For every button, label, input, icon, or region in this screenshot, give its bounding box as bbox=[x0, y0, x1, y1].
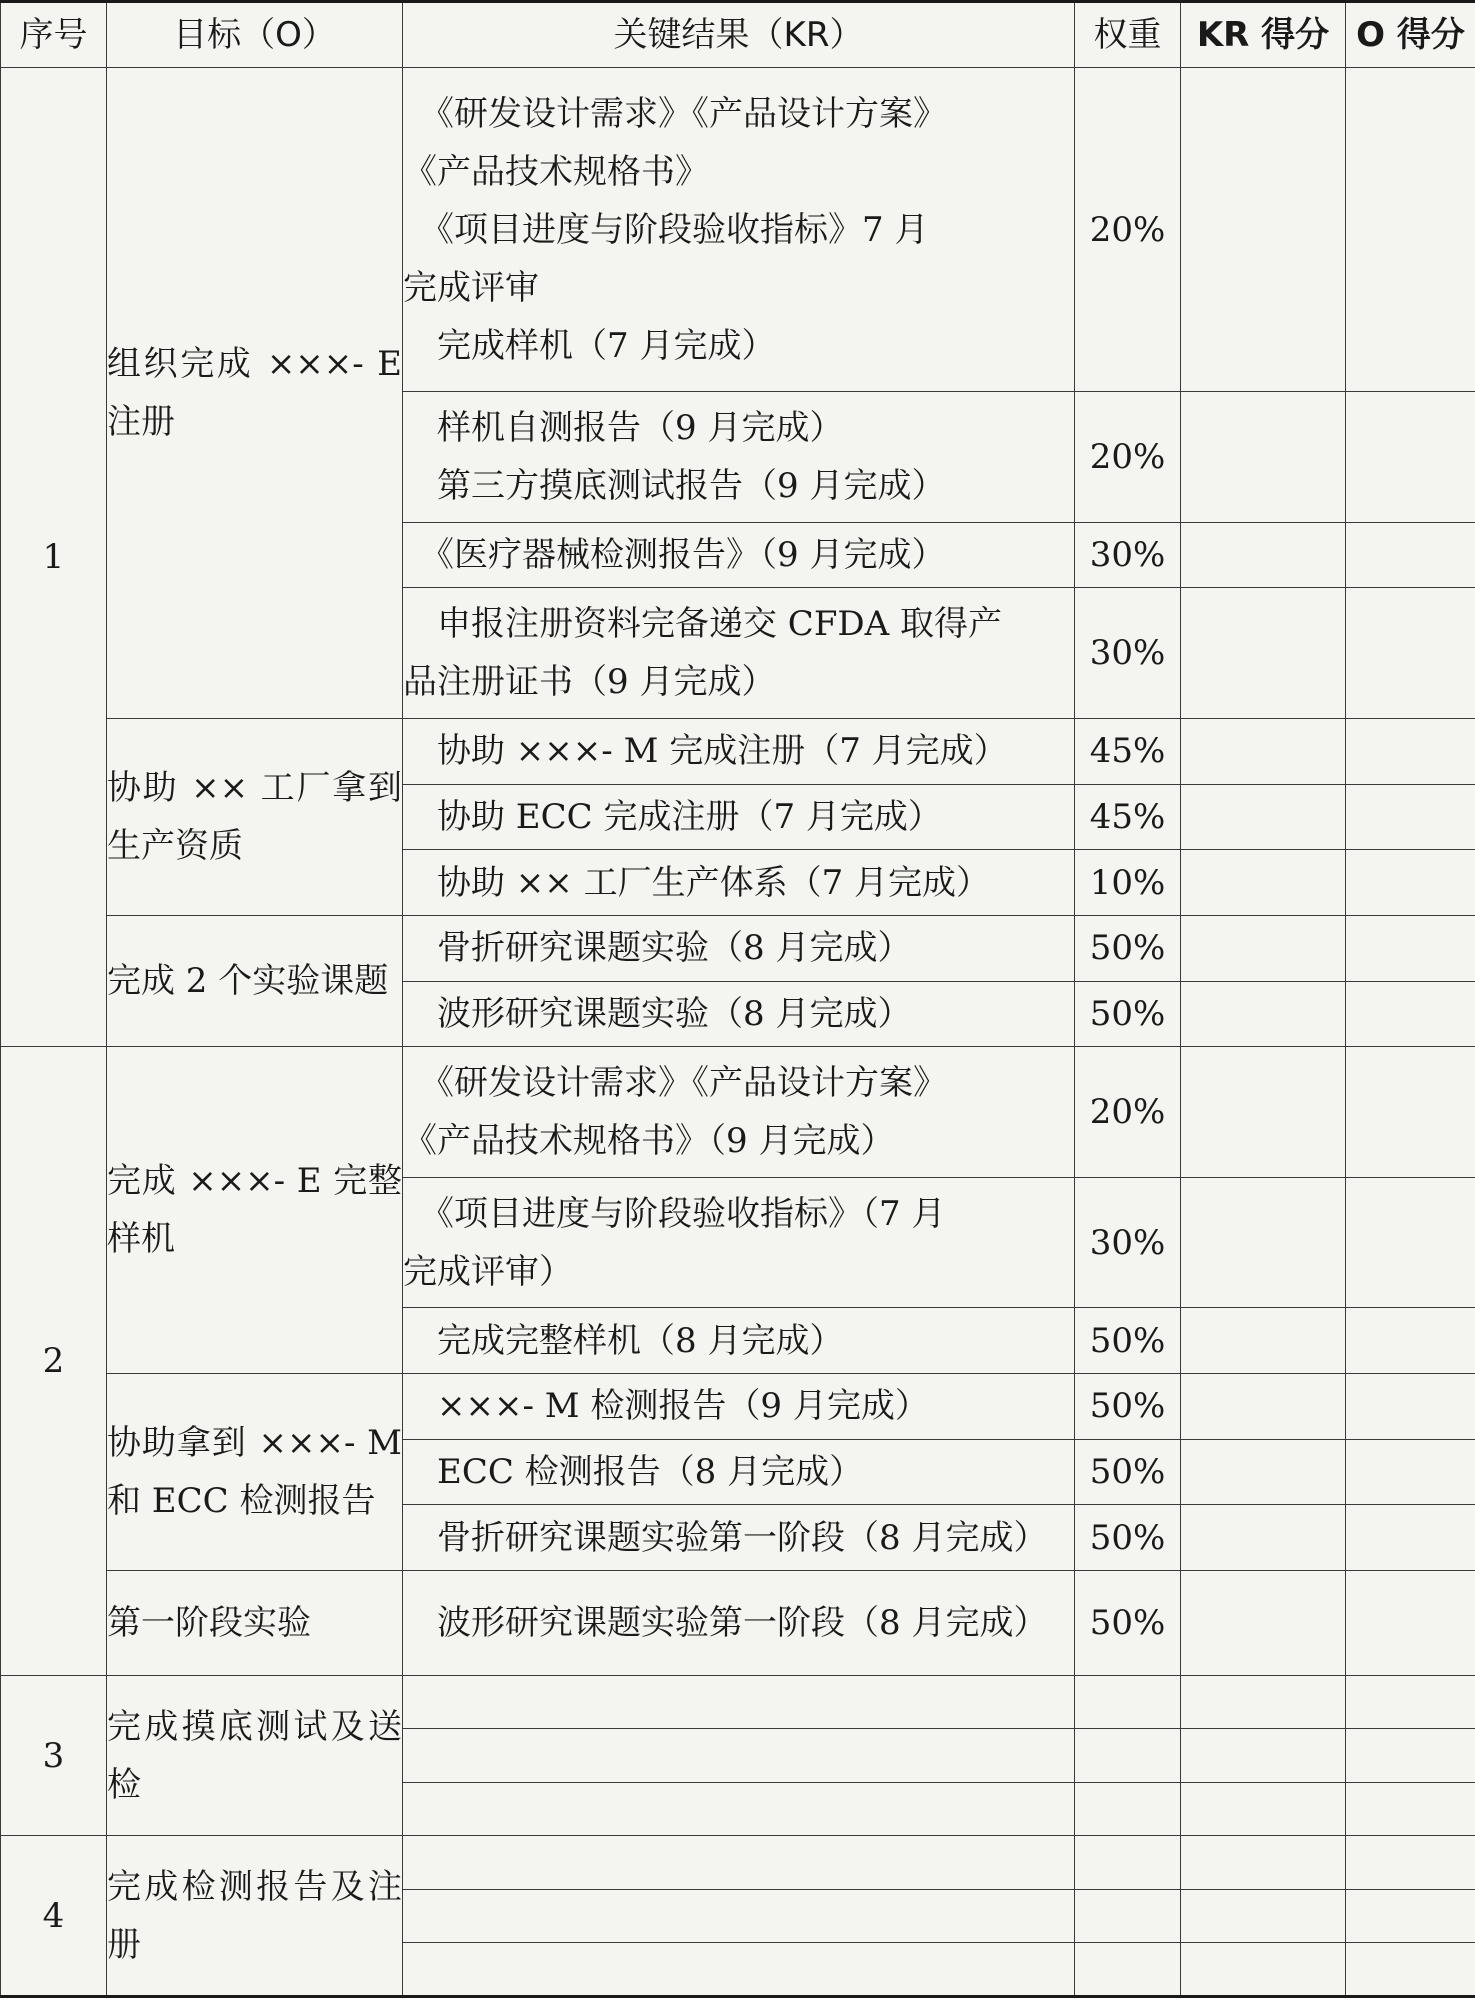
table-row bbox=[1, 1047, 1475, 1177]
key-result-cell bbox=[403, 68, 1075, 392]
key-result-line: 《项目进度与阶段验收指标》（7 月 bbox=[403, 1193, 946, 1234]
key-result-cell bbox=[403, 1943, 1075, 1997]
kr-score-cell bbox=[1181, 1373, 1346, 1439]
header-key-results: 关键结果（KR） bbox=[403, 2, 1075, 68]
objective-cell bbox=[107, 1047, 403, 1373]
kr-score-cell bbox=[1181, 522, 1346, 588]
objective-cell bbox=[107, 1571, 403, 1676]
o-score-cell bbox=[1346, 1571, 1475, 1676]
key-result-line: 完成样机（7 月完成） bbox=[403, 325, 776, 366]
header-o-score: O 得分 bbox=[1346, 2, 1475, 68]
weight-cell: 50% bbox=[1075, 981, 1181, 1047]
key-result-line: 《项目进度与阶段验收指标》7 月 bbox=[403, 209, 929, 250]
key-result-cell bbox=[403, 850, 1075, 916]
weight-cell bbox=[1075, 1943, 1181, 1997]
kr-score-cell bbox=[1181, 1729, 1346, 1782]
kr-score-cell bbox=[1181, 1836, 1346, 1889]
key-result-line: 《研发设计需求》《产品设计方案》 bbox=[403, 93, 947, 134]
weight-cell: 50% bbox=[1075, 1373, 1181, 1439]
objective-cell bbox=[107, 1373, 403, 1570]
table-row bbox=[1, 1836, 1475, 1889]
key-result-cell bbox=[403, 1836, 1075, 1889]
weight-cell: 30% bbox=[1075, 522, 1181, 588]
table-row bbox=[1, 718, 1475, 784]
key-result-cell bbox=[403, 784, 1075, 850]
key-result-line: 骨折研究课题实验（8 月完成） bbox=[403, 928, 912, 969]
key-result-cell bbox=[403, 1505, 1075, 1571]
o-score-cell bbox=[1346, 1047, 1475, 1177]
o-score-cell bbox=[1346, 392, 1475, 522]
o-score-cell bbox=[1346, 1889, 1475, 1942]
weight-cell: 30% bbox=[1075, 1177, 1181, 1307]
weight-cell: 10% bbox=[1075, 850, 1181, 916]
kr-score-cell bbox=[1181, 1889, 1346, 1942]
kr-score-cell bbox=[1181, 1308, 1346, 1374]
table-row bbox=[1, 68, 1475, 392]
key-result-line: 第三方摸底测试报告（9 月完成） bbox=[403, 465, 946, 506]
objective-cell bbox=[107, 915, 403, 1046]
header-weight: 权重 bbox=[1075, 2, 1181, 68]
key-result-line: 完成评审） bbox=[403, 1251, 573, 1292]
key-result-line: 波形研究课题实验第一阶段（8 月完成） bbox=[403, 1603, 1048, 1643]
objective-cell bbox=[107, 68, 403, 719]
objective-text: 完成检测报告及注册 bbox=[107, 1866, 402, 1965]
key-result-line: 完成完整样机（8 月完成） bbox=[403, 1320, 844, 1361]
weight-cell: 20% bbox=[1075, 1047, 1181, 1177]
key-result-cell bbox=[403, 1308, 1075, 1374]
objective-text: 完成 ×××- E 完整样机 bbox=[107, 1161, 402, 1260]
o-score-cell bbox=[1346, 1836, 1475, 1889]
key-result-cell bbox=[403, 915, 1075, 981]
o-score-cell bbox=[1346, 784, 1475, 850]
weight-cell: 50% bbox=[1075, 1505, 1181, 1571]
weight-cell: 45% bbox=[1075, 718, 1181, 784]
kr-score-cell bbox=[1181, 1047, 1346, 1177]
seq-cell: 1 bbox=[1, 68, 107, 1047]
kr-score-cell bbox=[1181, 718, 1346, 784]
objective-text: 完成摸底测试及送检 bbox=[107, 1706, 402, 1805]
key-result-line: 协助 ECC 完成注册（7 月完成） bbox=[403, 796, 942, 837]
weight-cell bbox=[1075, 1675, 1181, 1728]
key-result-cell bbox=[403, 392, 1075, 522]
kr-score-cell bbox=[1181, 981, 1346, 1047]
key-result-cell bbox=[403, 981, 1075, 1047]
objective-cell bbox=[107, 1836, 403, 1997]
key-result-line: ×××- M 检测报告（9 月完成） bbox=[403, 1386, 929, 1427]
table-row bbox=[1, 1571, 1475, 1676]
seq-cell: 4 bbox=[1, 1836, 107, 1997]
objective-text: 协助拿到 ×××- M 和 ECC 检测报告 bbox=[107, 1423, 402, 1522]
objective-text: 协助 ×× 工厂拿到生产资质 bbox=[107, 767, 402, 866]
objective-text: 完成 2 个实验课题 bbox=[107, 961, 389, 1002]
o-score-cell bbox=[1346, 588, 1475, 718]
key-result-line: 申报注册资料完备递交 CFDA 取得产 bbox=[403, 604, 1003, 645]
key-result-cell bbox=[403, 1889, 1075, 1942]
key-result-line: 《产品技术规格书》（9 月完成） bbox=[403, 1121, 895, 1162]
weight-cell: 50% bbox=[1075, 1571, 1181, 1676]
table-row bbox=[1, 1373, 1475, 1439]
header-seq: 序号 bbox=[1, 2, 107, 68]
weight-cell: 20% bbox=[1075, 392, 1181, 522]
key-result-cell bbox=[403, 1729, 1075, 1782]
o-score-cell bbox=[1346, 1675, 1475, 1728]
o-score-cell bbox=[1346, 1308, 1475, 1374]
o-score-cell bbox=[1346, 522, 1475, 588]
key-result-line: 品注册证书（9 月完成） bbox=[403, 662, 776, 703]
key-result-line: 《产品技术规格书》 bbox=[403, 151, 709, 192]
o-score-cell bbox=[1346, 1943, 1475, 1997]
o-score-cell bbox=[1346, 915, 1475, 981]
key-result-cell bbox=[403, 1675, 1075, 1728]
kr-score-cell bbox=[1181, 1505, 1346, 1571]
okr-table-body bbox=[1, 68, 1475, 1997]
kr-score-cell bbox=[1181, 1571, 1346, 1676]
key-result-cell bbox=[403, 522, 1075, 588]
key-result-cell bbox=[403, 1439, 1075, 1505]
header-kr-score: KR 得分 bbox=[1181, 2, 1346, 68]
kr-score-cell bbox=[1181, 1439, 1346, 1505]
key-result-line: 骨折研究课题实验第一阶段（8 月完成） bbox=[403, 1517, 1048, 1558]
key-result-line: 样机自测报告（9 月完成） bbox=[403, 407, 844, 448]
o-score-cell bbox=[1346, 1782, 1475, 1835]
o-score-cell bbox=[1346, 850, 1475, 916]
key-result-cell bbox=[403, 588, 1075, 718]
kr-score-cell bbox=[1181, 1177, 1346, 1307]
key-result-line: 协助 ×××- M 完成注册（7 月完成） bbox=[403, 731, 1008, 772]
weight-cell: 45% bbox=[1075, 784, 1181, 850]
kr-score-cell bbox=[1181, 1675, 1346, 1728]
weight-cell bbox=[1075, 1782, 1181, 1835]
objective-cell bbox=[107, 1675, 403, 1835]
header-row bbox=[1, 2, 1475, 68]
o-score-cell bbox=[1346, 1729, 1475, 1782]
table-row bbox=[1, 1675, 1475, 1728]
o-score-cell bbox=[1346, 1439, 1475, 1505]
key-result-cell bbox=[403, 1782, 1075, 1835]
o-score-cell bbox=[1346, 1505, 1475, 1571]
kr-score-cell bbox=[1181, 850, 1346, 916]
objective-text: 第一阶段实验 bbox=[107, 1603, 311, 1643]
weight-cell: 50% bbox=[1075, 1308, 1181, 1374]
key-result-line: 完成评审 bbox=[403, 267, 539, 308]
kr-score-cell bbox=[1181, 588, 1346, 718]
o-score-cell bbox=[1346, 718, 1475, 784]
key-result-cell bbox=[403, 1571, 1075, 1676]
kr-score-cell bbox=[1181, 784, 1346, 850]
seq-cell: 2 bbox=[1, 1047, 107, 1675]
o-score-cell bbox=[1346, 1373, 1475, 1439]
key-result-line: 《医疗器械检测报告》（9 月完成） bbox=[403, 535, 946, 576]
kr-score-cell bbox=[1181, 392, 1346, 522]
table-row bbox=[1, 915, 1475, 981]
kr-score-cell bbox=[1181, 1943, 1346, 1997]
objective-cell bbox=[107, 718, 403, 915]
key-result-cell bbox=[403, 718, 1075, 784]
objective-text: 组织完成 ×××- E 注册 bbox=[107, 343, 402, 442]
weight-cell: 50% bbox=[1075, 1439, 1181, 1505]
key-result-cell bbox=[403, 1373, 1075, 1439]
kr-score-cell bbox=[1181, 1782, 1346, 1835]
o-score-cell bbox=[1346, 1177, 1475, 1307]
weight-cell: 30% bbox=[1075, 588, 1181, 718]
key-result-line: 波形研究课题实验（8 月完成） bbox=[403, 994, 912, 1035]
weight-cell bbox=[1075, 1729, 1181, 1782]
o-score-cell bbox=[1346, 68, 1475, 392]
key-result-line: 《研发设计需求》《产品设计方案》 bbox=[403, 1063, 947, 1104]
weight-cell bbox=[1075, 1889, 1181, 1942]
o-score-cell bbox=[1346, 981, 1475, 1047]
header-objective: 目标（O） bbox=[107, 2, 403, 68]
weight-cell: 20% bbox=[1075, 68, 1181, 392]
kr-score-cell bbox=[1181, 68, 1346, 392]
weight-cell: 50% bbox=[1075, 915, 1181, 981]
key-result-cell bbox=[403, 1177, 1075, 1307]
seq-cell: 3 bbox=[1, 1675, 107, 1835]
key-result-line: 协助 ×× 工厂生产体系（7 月完成） bbox=[403, 862, 991, 903]
weight-cell bbox=[1075, 1836, 1181, 1889]
key-result-cell bbox=[403, 1047, 1075, 1177]
kr-score-cell bbox=[1181, 915, 1346, 981]
key-result-line: ECC 检测报告（8 月完成） bbox=[403, 1452, 864, 1493]
